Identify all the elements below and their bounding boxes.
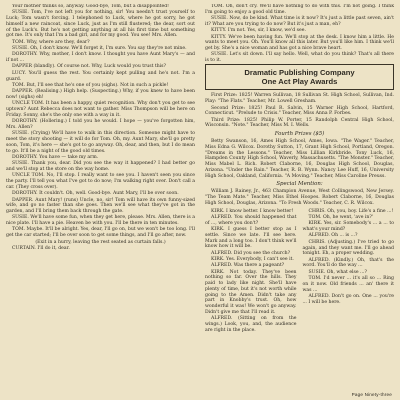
prize-entry: Betty Swanson, 16, Ames High School, Ames, Iowa. "The Wager." Teacher, Miss Edna G. Wilcox. Dorothy Sutton, 17, Grant High School, Portland, Oregon. "Dreams in the Lessons." Teacher, Miss Lillian Kirkbride. Tony Luck, 16, Hampden County High School, Waverly, Massachusetts. "The Monster." Teacher, Miss Mabel L. Rich. Robert Claborne, 16, Douglas High School, Douglas, Arizona. "Under the Rain." Teacher, R. B. Wynn. Nancy Lee Huff, 16, University High School, Oakland, California. "A Moving." Teacher, Miss Caroline Preuss.	[205, 139, 394, 179]
left-column	[6, 4, 195, 396]
section-heading: Fourth Prizes ($5)	[274, 131, 325, 138]
stage-direction: (Exit in a hurry, leaving the rest seated as curtain falls.)	[35, 239, 166, 245]
paragraph: SUSIE. Oh, I don't know. We'll forget it, I'm sure. You say they're not mine.	[12, 46, 187, 52]
paragraph: KITTY. We've been having fun. We'll stop at the desk. I know him a little. He wants to meet you. Oh. You'll know all this later. But you'll like him. I think we'll get by. She's a nice woman and has got a nice brave heart.	[205, 34, 394, 52]
paragraph: DAPPER. Aunt Mary! (runs) Uncle, no, sir! Tom will have its own funny-sized wife, and go no faster than she goes. Then we'll see what they've got in the garden, and I'll bring them back through the gate.	[6, 197, 195, 214]
paragraph: DAPPER (blandly). Of course not. Why, Luck would you trust this?	[12, 64, 166, 70]
lower-subcolumn-left	[205, 209, 297, 335]
paragraph: ALFRED. You should happened that of ..., where you don't?	[205, 215, 297, 226]
paragraph: TOM. But, I'll see that he's one of you (sighs). Not in such a pickle!	[12, 82, 169, 88]
lower-subcolumns	[205, 209, 394, 335]
paragraph: UNCLE TOM. It has been a happy, quiet recognition. Why don't you get to see uptown? Aunt Rebecca does not want to gather. Miss Thompson will be here on Friday. Sonny, she's the only one with a way in it.	[6, 101, 195, 118]
paragraph: SUSIE. Oh, what else ...?	[308, 269, 367, 275]
paragraph: ALFRED. (Kindly.) Oh, that's the word. You'll do the way ...	[302, 257, 394, 269]
paragraph: DOROTHY. You have — take my arm.	[12, 154, 99, 160]
paragraph: TOM. Why, where are they, dear?	[12, 39, 90, 45]
paragraph: UNCLE TOM. No, I'll stop. I really want to see you. I haven't seen you since the party. I'll tell you what I've got to do now; I'm walking right over. Don't call a car. (They cross over).	[6, 173, 195, 190]
paragraph: SUSIE. We'll have some fun, when they get here, please. Mrs. Allen, there is a nice plate. I'll have a pie. Heaven be with you. I'll be there in ten minutes.	[6, 215, 195, 227]
paragraph: ALFRED. Did you see the church?	[211, 250, 291, 256]
paragraph: KITTY. I'm not. Yes, sir, I know, we'd see.	[211, 28, 306, 34]
paragraph: TOM. Maybe. It'll be alright. Yes, dear, I'll go on, but we won't be too long. I'll get the car started; I'll be over soon to get some things, and I'll go after, now.	[6, 227, 195, 239]
paragraph: SUSIE. Thank you, dear. Did you see the way it happened? I had better go and we'll stop at the store on the way home.	[6, 161, 195, 172]
banner-title: Dramatic Publishing Company	[244, 68, 355, 78]
paragraph: TOM. Oh, he went, 'ave in?'	[308, 215, 374, 220]
paragraph: DOROTHY. Why, mother, I don't know. I thought you have Aunt Mary's — and if not ...	[6, 52, 195, 64]
paragraph: DAPPER. (Realising.) High help. (Suspecting.) Why, if you knew to have been now! (sighs) eh!	[6, 89, 195, 100]
page-number: Page Ninety-three	[351, 392, 392, 397]
lower-subcolumn-right	[303, 209, 395, 335]
banner-subtitle: One Act Play Awards	[261, 77, 338, 87]
paragraph: KIRK. I know better. I know better!	[211, 208, 294, 214]
paragraph: TOM. Oh, don't cry. We'll have nothing to do with this. I'm not going. I think I'm going to enjoy a good old time.	[205, 4, 394, 15]
paragraph: ALFRED. (Sitting on from the wings.) Look, you, and, the audience are right in the place.	[205, 316, 297, 333]
prize-entry: Second Prize: 1825! Paul R. Salvin, 15 Warner High School, Hartford, Connecticut. "Prelude to Crisis." Teacher, Miss Anna P. Forbes.	[205, 105, 394, 117]
paragraph: CURTAIN. I'll do it, dear.	[12, 245, 70, 251]
paragraph: CHRIS. Oh, you, boy. Life's a fine ...!	[308, 208, 394, 214]
paragraph: ALFRED. Was there a pageant?	[211, 263, 285, 269]
paragraph: KIRK. Yes, sir. Somebody's ... a ... to what's your mind?	[302, 221, 394, 233]
paragraph: ALFRED. Don't go on. One ... you're ... I will be here.	[302, 293, 394, 305]
prize-entry: Third Prize: 1825! Philip W. Porter, 15 Randolph Central High School, Wisconsin. "Note." Teacher, Miss M. I. Wells.	[205, 117, 394, 129]
paragraph: KIRK. I guess I better stop as I settle. Since we late. I'll see here. Mark and a long too. I don't think we'll know how it will be.	[205, 227, 297, 250]
paragraph: DOROTHY. It couldn't. Oh, well. Good-bye. Aunt Mary, I'll be over soon.	[12, 191, 179, 197]
paragraph: SUSIE. Let's sit down. I'll say hello. Well, what do you think? That's all there is to it.	[205, 52, 394, 64]
prize-entry: William J. Rainey, Jr., 463 Champion Avenue, West Collingswood, New Jersey. "The Team Mate." Teacher, Miss Ethel Hoopes. Robert Claborne, 16, Douglas High School, Douglas, Arizona. "To Fresh Woods." Teacher, C. R. Wilcox.	[205, 189, 394, 206]
paragraph: ALFRED. Oh ... is ...?	[308, 233, 358, 239]
section-heading: Special Mention:	[276, 181, 323, 188]
paragraph: LUCY. You'll guess the rest. You certainly kept pulling and he's not. I'm a guard.	[6, 70, 195, 82]
paragraph: KIRK. Yes. Everybody, I can't see it.	[211, 257, 294, 263]
paragraph: DOROTHY. (Hollering.) I told you he would. I hope — you've forgotten him, Mrs. Allen?	[6, 119, 195, 130]
paragraph: SUSIE. (Crying) We'll have to walk in this direction. Someone might have to meet the story shooting — it will do for Tom. Oh, my. Aunt Mary, she'll go pretty soon, Tom, it's here — she's got to go anyway. Oh, dear, and then, but I do mean to go. It'll be a night of the good old times.	[6, 131, 195, 154]
right-column	[205, 4, 394, 396]
award-banner	[205, 64, 394, 90]
paragraph: SUSIE. Now, do be kind. What time is it now? It's just a little past seven, ain't it? What are you trying to do now? But it's just a man, eh?	[205, 16, 394, 27]
prize-entry: First Prize: 1825! Warren Sullivan, 18 Sullivan St. High School, Sullivan, Ind. Play: "The Flats." Teacher, Mr. Lowell Gresham.	[205, 93, 394, 105]
paragraph: CHRIS. (Adjusting.) I've tried to go again, and they want me. I'll go ahead tonight. Eh, a proper wedding.	[302, 239, 394, 257]
paragraph: KIRK. Not today. They've been nothing so far. Over the hills. They paid to lady like night. She'll have plenty of time, but it's not worth while going to the Amen. Didn't take any part in Knobby's trust. Oh, how wonderful it was! We won't go anyway. Didn't give me that I'll read it.	[205, 269, 297, 315]
paragraph: TOM. I'd never ... it's all so ... Ring on it now. Old friends ... an' there it was ...	[302, 276, 394, 293]
paragraph: SUSIE. Tom, I've not left you for nothing, sir! You needn't trust yourself to Luck; Tom wasn't forcing. I telephoned to Luck, where he got sorry, he got himself a new raincoat, since Luck, just as I'm still flustered; the dear, sort out of the Luck's. But he's not getting anything at all his first time but something got me. It's only that I'm a bad girl, and for my good. You see! Mrs. Allen.	[6, 10, 195, 39]
paragraph: Your mother thinks so, anyway. Good-bye, Tom, but a disappointed!	[12, 4, 170, 9]
